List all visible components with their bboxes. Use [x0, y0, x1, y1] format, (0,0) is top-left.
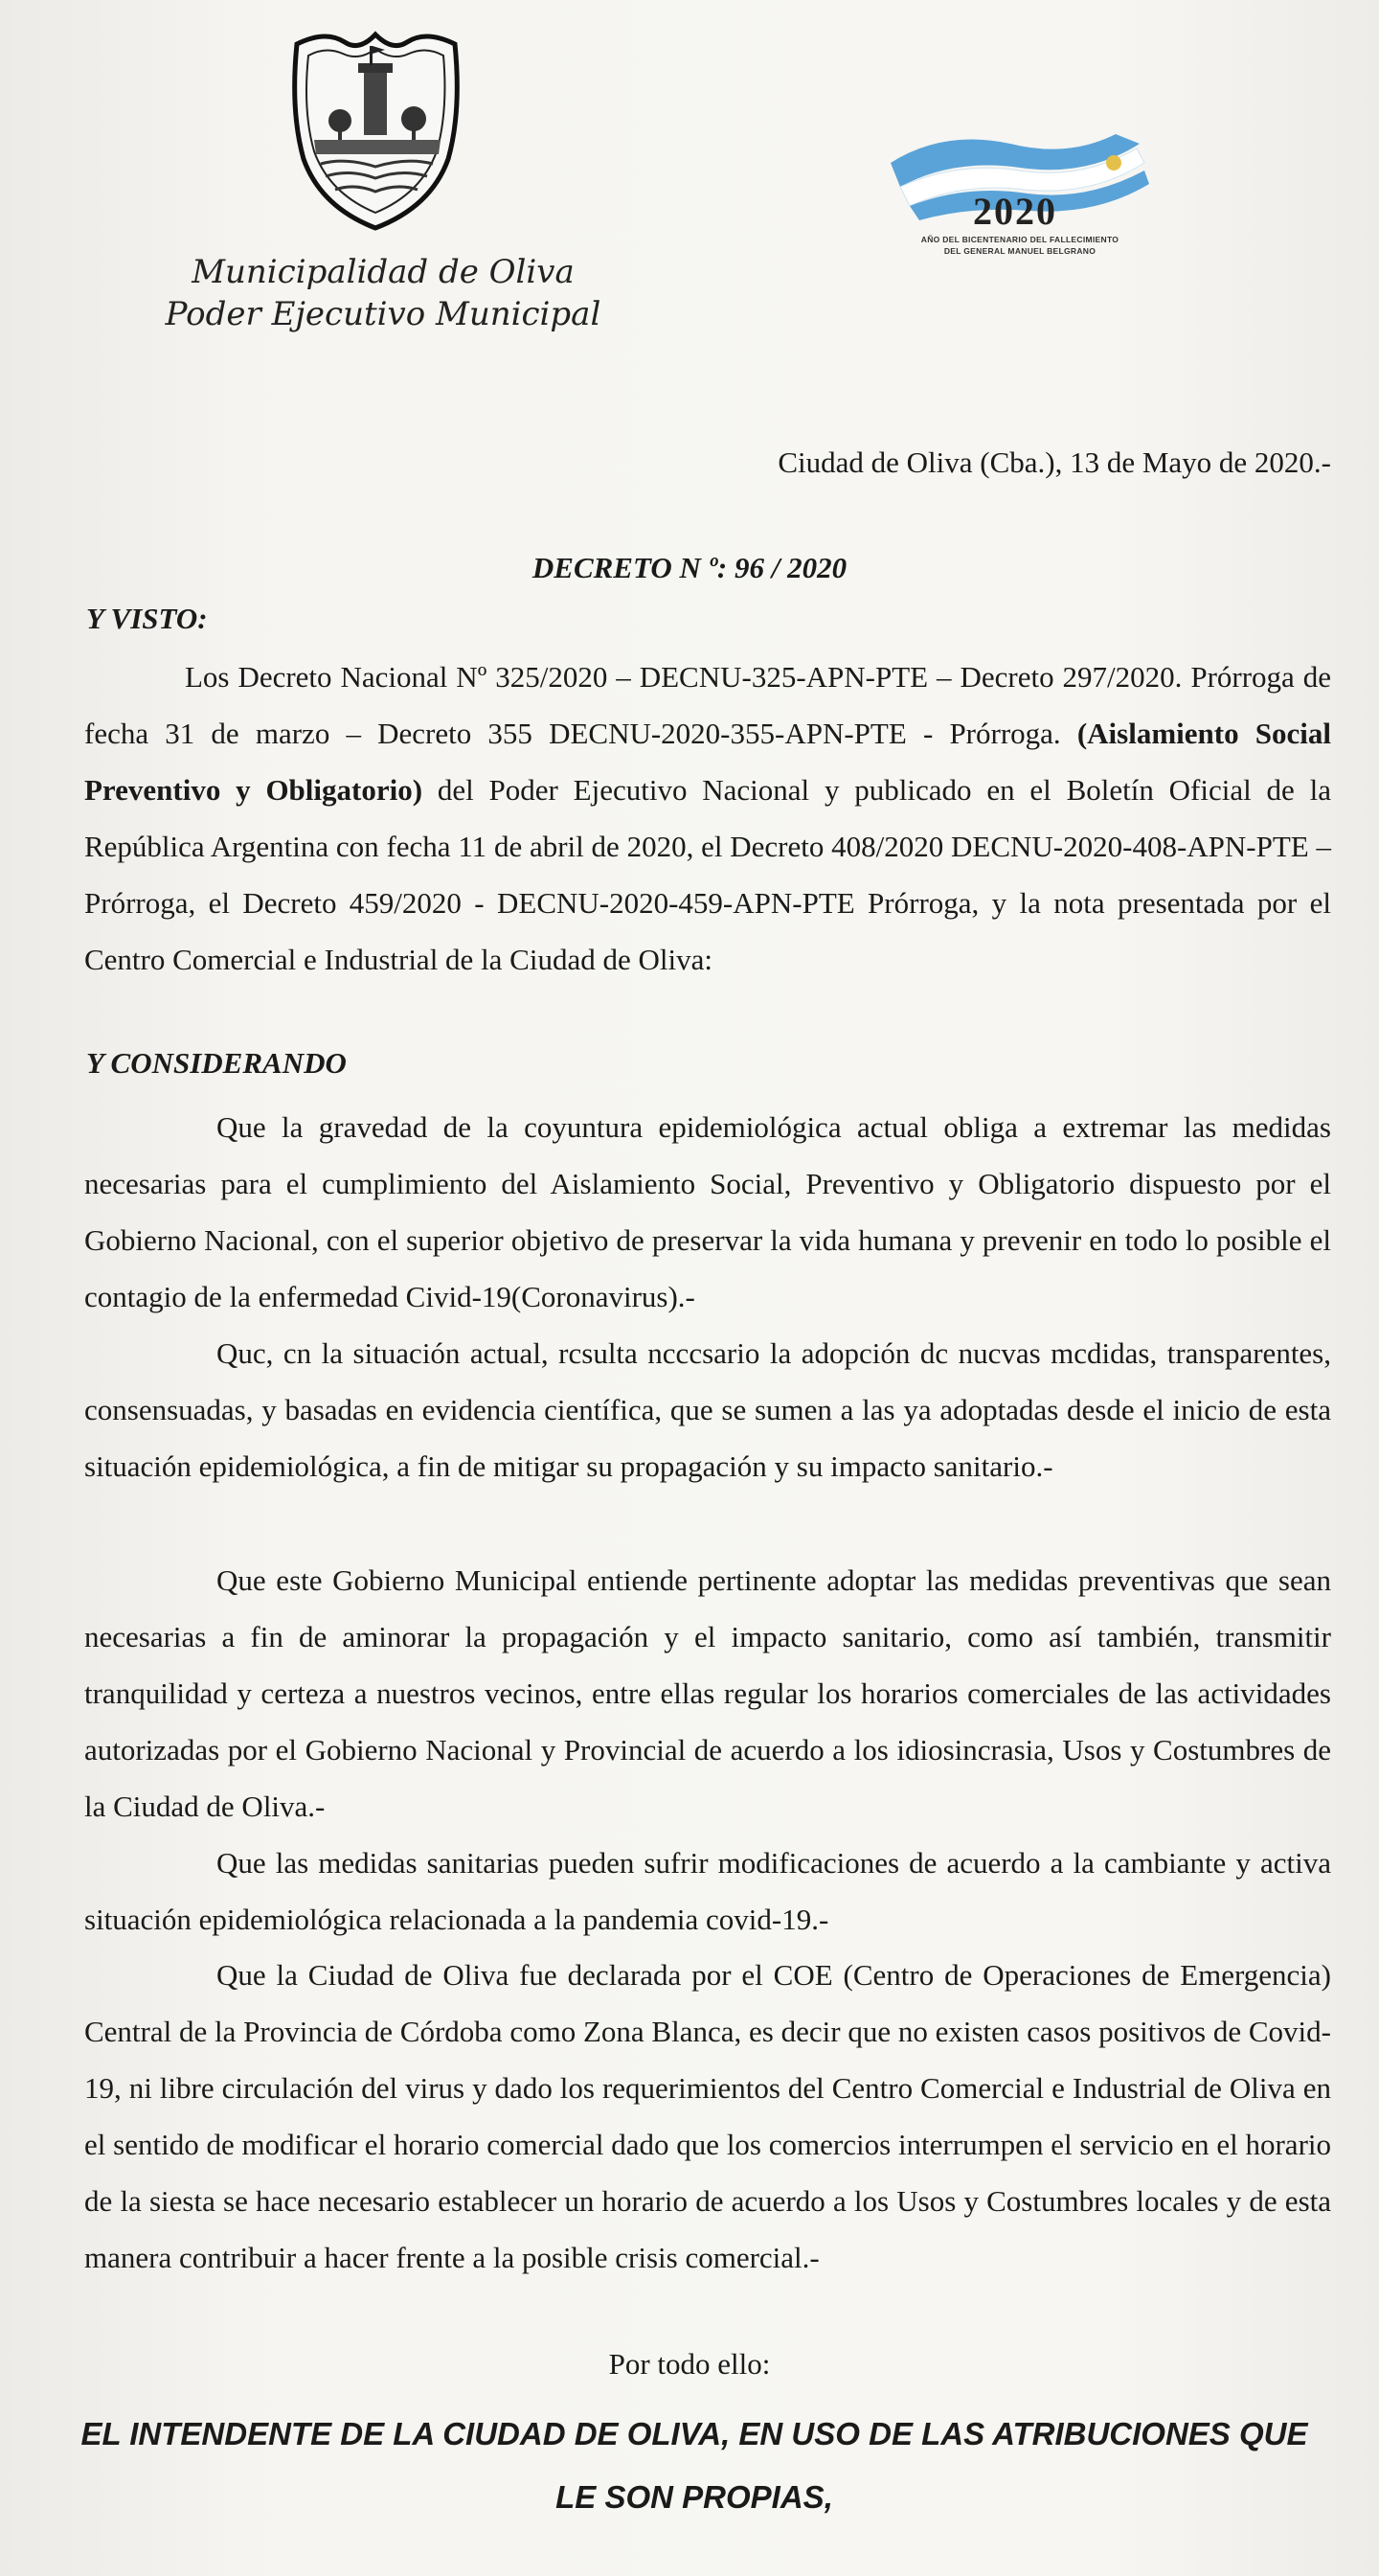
emblem-caption-line-1: AÑO DEL BICENTENARIO DEL FALLECIMIENTO: [920, 235, 1119, 244]
visto-text-part-1: Los Decreto Nacional Nº 325/2020 – DECNU-325-APN-PTE – Decreto 297/2020. Prórroga de fecha 31 de marzo – Decreto 355 DECNU-2020-355-APN-PTE - Prórroga.: [84, 660, 1331, 750]
considerando-paragraph-2: [84, 1325, 1331, 1494]
emblem-caption: [876, 234, 1164, 257]
considerando-text-5: Que la Ciudad de Oliva fue declarada por el COE (Centro de Operaciones de Emergencia) Central de la Provincia de Córdoba como Zona Blanca, es decir que no existen casos positivos de Covid-19, ni libre circulación del virus y dado los requerimientos del Centro Comercial e Industrial de Oliva en el sentido de modificar el horario comercial dado que los comercios interrumpen el servicio en el horario de la siesta se hace necesario establecer un horario de acuerdo a los Usos y Costumbres locales y de esta manera contribuir a hacer frente a la posible crisis comercial.-: [84, 1958, 1331, 2274]
considerando-text-2: Quc, cn la situación actual, rcsulta ncccsario la adopción dc nucvas mcdidas, transparentes, consensuadas, y basadas en evidencia científica, que se sumen a las ya adoptadas desde el inicio de esta situación epidemiológica, a fin de mitigar su propagación y su impacto sanitario.-: [84, 1336, 1331, 1483]
considerando-text-1: Que la gravedad de la coyuntura epidemiológica actual obliga a extremar las medidas necesarias para el cumplimiento del Aislamiento Social, Preventivo y Obligatorio dispuesto por el Gobierno Nacional, con el superior objetivo de preservar la vida humana y prevenir en todo lo posible el contagio de la enfermedad Civid-19(Coronavirus).-: [84, 1110, 1331, 1313]
municipal-shield-logo: [287, 25, 464, 231]
final-statement: EL INTENDENTE DE LA CIUDAD DE OLIVA, EN USO DE LAS ATRIBUCIONES QUE LE SON PROPIAS,: [80, 2416, 1308, 2515]
closing-line: Por todo ello:: [608, 2347, 771, 2381]
decree-title: DECRETO N º: 96 / 2020: [531, 551, 848, 584]
municipality-line-2: Poder Ejecutivo Municipal: [165, 295, 601, 333]
considerando-paragraph-5: [84, 1947, 1331, 2286]
visto-text-part-2: del Poder Ejecutivo Nacional y publicado en el Boletín Oficial de la República Argentina con fecha 11 de abril de 2020, el Decreto 408/2020 DECNU-2020-408-APN-PTE – Prórroga, el Decreto 459/2020 - DECNU-2020-459-APN-PTE Prórroga, y la nota presentada por el Centro Comercial e Industrial de la Ciudad de Oliva:: [84, 773, 1331, 976]
visto-text-bold: (Aislamiento Social Preventivo y Obligatorio): [84, 717, 1331, 807]
emblem-caption-line-2: DEL GENERAL MANUEL BELGRANO: [943, 246, 1096, 256]
municipality-line-1: Municipalidad de Oliva: [192, 253, 575, 291]
visto-paragraph: [84, 649, 1331, 988]
considerando-text-4: Que las medidas sanitarias pueden sufrir modificaciones de acuerdo a la cambiante y activa situación epidemiológica relacionada a la pandemia covid-19.-: [84, 1846, 1331, 1936]
considerando-text-3: Que este Gobierno Municipal entiende pertinente adoptar las medidas preventivas que sean necesarias a fin de aminorar la propagación y el impacto sanitario, como así también, transmitir tranquilidad y certeza a nuestros vecinos, entre ellas regular los horarios comerciales de las actividades autorizadas por el Gobierno Nacional y Provincial de acuerdo a los idiosincrasia, Usos y Costumbres de la Ciudad de Oliva.-: [84, 1563, 1331, 1823]
municipality-name: [153, 251, 613, 335]
place-and-date: Ciudad de Oliva (Cba.), 13 de Mayo de 2020.-: [778, 445, 1331, 479]
considerando-heading: Y CONSIDERANDO: [86, 1046, 347, 1080]
emblem-year: 2020: [973, 190, 1057, 233]
considerando-paragraph-3: [84, 1552, 1331, 1835]
considerando-paragraph-4: [84, 1835, 1331, 1948]
visto-heading: Y VISTO:: [86, 602, 208, 635]
considerando-paragraph-1: [84, 1099, 1331, 1325]
